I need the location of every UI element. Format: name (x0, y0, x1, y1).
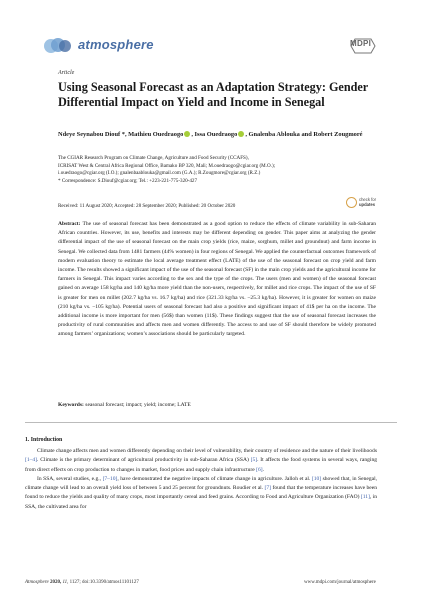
reference-link[interactable]: [7] (264, 485, 272, 492)
keywords-text: seasonal forecast; impact; yield; income; LATE (85, 402, 191, 408)
publication-dates: Received: 11 August 2020; Accepted: 28 September 2020; Published: 20 October 2020 (58, 203, 236, 209)
correspondence-line[interactable]: * Correspondence: S.Diouf@cgiar.org; Tel.: +223-221-775-320-427 (58, 178, 198, 185)
intro-text: . (262, 466, 264, 473)
intro-text: found that the temperature increases have been found to reduce the yields and quality of many crops, most importantly cereal and feed grains. According to Food and Agriculture Organization (FAO) (25, 485, 378, 501)
orcid-icon[interactable] (238, 131, 244, 137)
reference-link[interactable]: [7–10] (102, 475, 118, 482)
article-title: Using Seasonal Forecast as an Adaptation Strategy: Gender Differential Impact on Yield and Income in Senegal (58, 80, 369, 109)
reference-link[interactable]: [11] (360, 494, 370, 501)
check-for-updates-badge[interactable] (346, 196, 376, 211)
journal-logo-icon (43, 36, 73, 56)
keywords-label: Keywords: (58, 402, 84, 408)
intro-text: . It affects the food systems in several ways, ranging from direct effects on crop production to changes in market, food prices and supply chain infrastructure (25, 457, 377, 473)
footer-doi[interactable]: 1127; doi:10.3390/atmos11101127 (68, 580, 139, 585)
orcid-icon[interactable] (184, 131, 190, 137)
updates-label-line: updates (359, 202, 376, 207)
footer-year: 2020, (49, 580, 63, 585)
introduction-body (25, 447, 377, 512)
footer-citation (25, 580, 139, 585)
intro-text: Climate change affects men and women differently depending on their level of vulnerability, their country of residence and the nature of their livelihoods (37, 448, 377, 454)
footer-journal: Atmosphere (25, 580, 50, 585)
keywords (58, 402, 376, 408)
reference-link[interactable]: [6] (256, 466, 263, 473)
intro-paragraph (25, 447, 377, 475)
intro-text: , have demonstrated the negative impacts of climate change in agriculture. Jalloh et al. (117, 475, 312, 482)
author-name[interactable]: , Issa Ouedraogo (191, 131, 238, 138)
intro-text: , in SSA, the cultivated area for (25, 494, 377, 510)
section-divider (25, 422, 397, 423)
abstract (58, 220, 376, 339)
affiliation-line: The CGIAR Research Program on Climate Change, Agriculture and Food Security (CCAFS), (58, 155, 249, 161)
intro-paragraph (25, 475, 377, 512)
updates-label (359, 197, 376, 207)
author-name[interactable]: , Gnalenba Ablouka and Robert Zougmoré (245, 131, 363, 138)
affiliation-line[interactable]: i.ouedraogo@cgiar.org (I.O.); gnalenbaablouka@gmail.com (G.A.); R.Zougmore@cgiar.org (R.Z.) (58, 170, 261, 177)
section-heading: 1. Introduction (25, 437, 63, 443)
reference-link[interactable]: [5] (250, 457, 258, 464)
article-type: Article (58, 70, 75, 76)
updates-icon (346, 197, 357, 208)
updates-label-line: check for (359, 197, 376, 202)
footer-volume: 11, (62, 580, 69, 585)
journal-name[interactable]: atmosphere (78, 37, 154, 52)
author-name[interactable]: , Mathieu Ouedraogo (124, 131, 184, 138)
abstract-text: The use of seasonal forecast has been demonstrated as a good option to reduce the effects of climate variability in sub-Saharan African countries. However, its use, benefits and interests may be different depending on gender. This paper aims at analyzing the gender differential impact of the use of seasonal forecast on the main crop yields (rice, maize, sorghum, millet and groundnut) and farm income in Senegal. We collected data from 1481 farmers (44% women) in four regions of Senegal. We applied the counterfactual outcomes framework of modern evaluation theory to estimate the local average treatment effect (LATE) of the use of the seasonal forecast on crop yield and farm income. The results showed a significant impact of the use of the seasonal forecast (SF) in the main crop yields and the agricultural income for farmers in Senegal. This impact varies according to the sex and the type of the crops. The users (men and women) of the seasonal forecast gained on average 158 kg/ha and 140 kg/ha more yield than the non-users, respectively, for millet and rice crops. The impact of the use of SF is greater for men on millet (202.7 kg/ha vs. 16.7 kg/ha) and rice (321.33 kg/ha vs. −25.3 kg/ha). However, it is greater for women on maize (210 kg/ha vs. −105 kg/ha). Potential users of seasonal forecast had also a positive and significant impact of 41$ per ha on the income. The additional income is more important for men (56$) than women (11$). These findings suggest that the use of seasonal forecast increases the productivity of rural communities and affects men and women differently. The access to and use of SF should therefore be widely promoted among farmers’ organizations; women’s associations should be particularly targeted. (58, 221, 377, 338)
reference-link[interactable]: [10] (311, 475, 322, 482)
intro-text: showed that, in Senegal, climate change will lead to an overall yield loss of between 5 and 25 percent for groundnuts. Roudier et al. (25, 475, 377, 492)
affiliation-line[interactable]: ICRISAT West & Central Africa Regional Office, Bamako BP 320, Mali; M.ouedraogo@cgiar.org (M.O.); (58, 162, 276, 169)
affiliations (58, 155, 378, 186)
footer-url[interactable]: www.mdpi.com/journal/atmosphere (304, 580, 376, 585)
author-name[interactable]: Ndeye Seynabou Diouf * (58, 131, 125, 138)
abstract-label: Abstract: (58, 221, 81, 227)
author-list (58, 130, 378, 140)
intro-text: . Climate is the primary determinant of agricultural productivity in sub-Saharan Africa (SSA) (37, 457, 251, 464)
publisher-name: MDPI (350, 39, 372, 48)
intro-text: In SSA, several studies, e.g., (37, 475, 103, 482)
reference-link[interactable]: [1–4] (25, 457, 38, 464)
